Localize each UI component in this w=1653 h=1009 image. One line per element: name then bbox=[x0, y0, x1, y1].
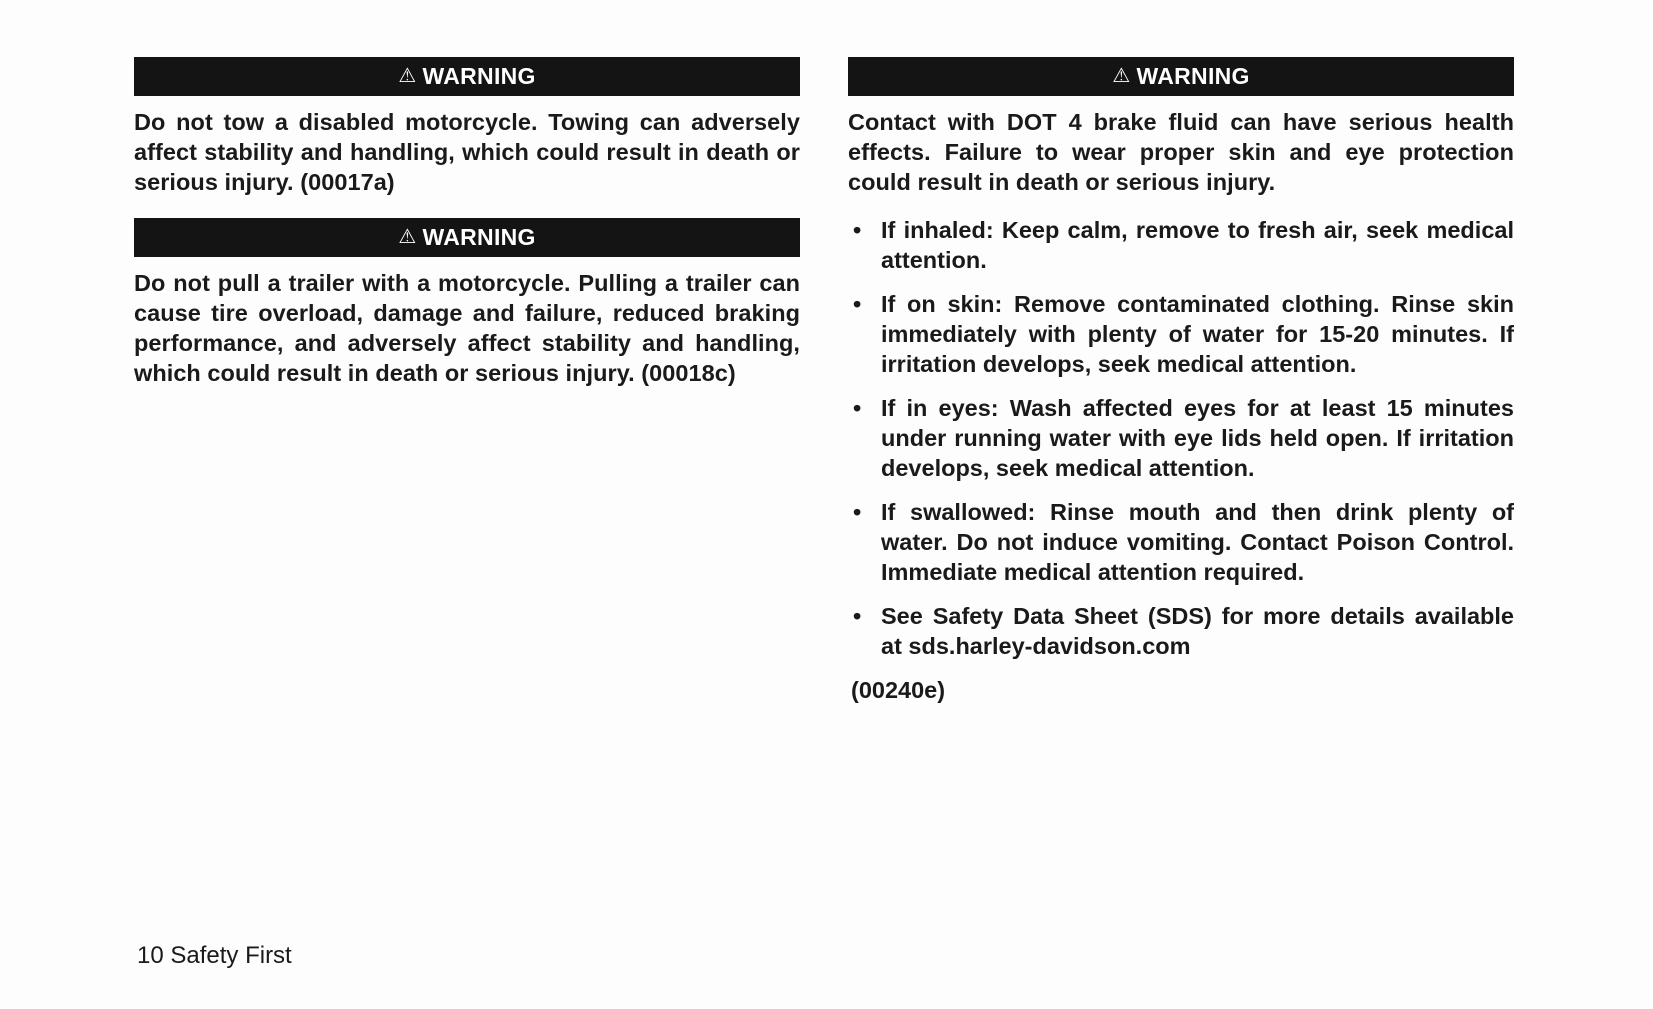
warning-text: Do not tow a disabled motorcycle. Towing can adversely affect stability and handling, which could result in death or serious injury. (00017a) bbox=[134, 109, 800, 195]
right-column bbox=[848, 57, 1514, 705]
bullet-icon: • bbox=[853, 499, 862, 525]
warning-header bbox=[848, 57, 1514, 96]
warning-text: Do not pull a trailer with a motorcycle. Pulling a trailer can cause tire overload, damage and failure, reduced braking performance, and adversely affect stability and handling, which could result in death or serious injury. (00018c) bbox=[134, 270, 800, 386]
warning-intro: Contact with DOT 4 brake fluid can have serious health effects. Failure to wear proper skin and eye protection could result in death or serious injury. bbox=[848, 109, 1514, 195]
warning-block-tow bbox=[134, 57, 800, 197]
bullet-icon: • bbox=[853, 217, 862, 243]
bullet-icon: • bbox=[853, 603, 862, 629]
warning-header bbox=[134, 218, 800, 257]
warning-triangle-icon: ⚠ bbox=[1112, 65, 1131, 87]
warning-header-label: WARNING bbox=[1136, 63, 1250, 89]
list-item: • If swallowed: Rinse mouth and then drink plenty of water. Do not induce vomiting. Contact Poison Control. Immediate medical attention required. bbox=[853, 499, 1514, 585]
warning-triangle-icon: ⚠ bbox=[398, 226, 417, 248]
warning-code: (00240e) bbox=[851, 677, 946, 703]
list-item: • See Safety Data Sheet (SDS) for more details available at sds.harley-davidson.com bbox=[853, 603, 1514, 659]
bullet-icon: • bbox=[853, 395, 862, 421]
warning-header-label: WARNING bbox=[422, 63, 536, 89]
bullet-icon: • bbox=[853, 291, 862, 317]
warning-triangle-icon: ⚠ bbox=[398, 65, 417, 87]
page-footer: 10 Safety First bbox=[137, 942, 292, 969]
left-column bbox=[134, 57, 800, 388]
warning-header-label: WARNING bbox=[422, 224, 536, 250]
first-aid-list bbox=[848, 215, 1514, 661]
list-item: • If on skin: Remove contaminated clothing. Rinse skin immediately with plenty of water for 15-20 minutes. If irritation develops, seek medical attention. bbox=[853, 291, 1514, 377]
warning-block-brake-fluid bbox=[848, 57, 1514, 705]
warning-header bbox=[134, 57, 800, 96]
list-item: • If inhaled: Keep calm, remove to fresh air, seek medical attention. bbox=[853, 217, 1514, 273]
warning-block-trailer bbox=[134, 218, 800, 388]
list-item: • If in eyes: Wash affected eyes for at least 15 minutes under running water with eye lids held open. If irritation develops, seek medical attention. bbox=[853, 395, 1514, 481]
